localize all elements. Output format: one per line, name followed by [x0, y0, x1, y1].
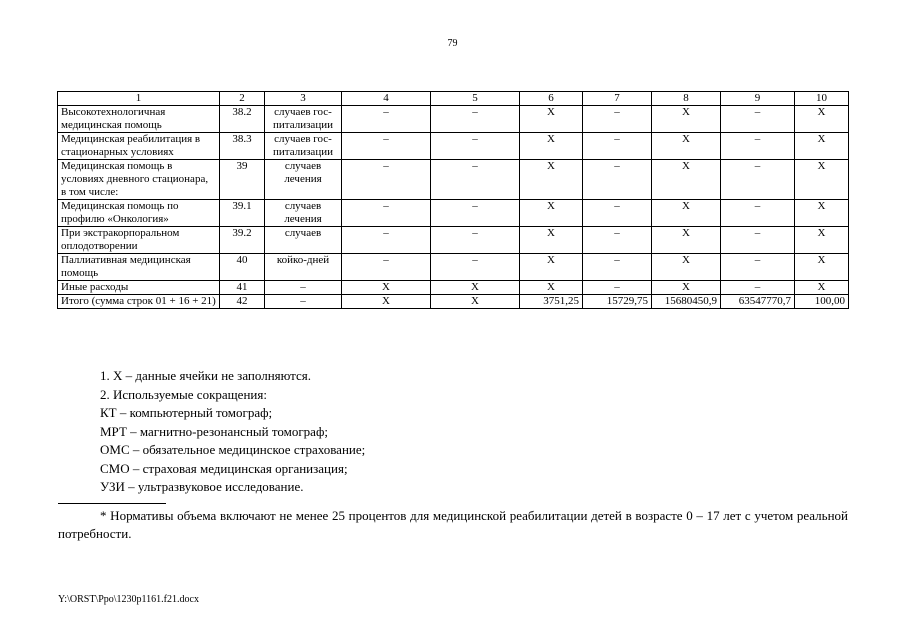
cell-col6: X [520, 106, 583, 133]
row-name-cell: Итого (сумма строк 01 + 16 + 21) [58, 295, 220, 309]
notes [100, 367, 365, 497]
table-header-cell: 6 [520, 92, 583, 106]
cell-col8: X [652, 160, 721, 200]
row-unit-cell: койко-дней [265, 254, 342, 281]
cell-col5: X [431, 281, 520, 295]
cell-col9: – [721, 200, 795, 227]
table-row [58, 254, 849, 281]
cell-col7: – [583, 133, 652, 160]
row-name-cell: Иные расходы [58, 281, 220, 295]
cell-col9: – [721, 227, 795, 254]
cell-col4: X [342, 281, 431, 295]
file-path: Y:\ORST\Ppo\1230p1161.f21.docx [58, 594, 199, 605]
table-header-cell: 3 [265, 92, 342, 106]
cell-col7: – [583, 200, 652, 227]
cell-col8: X [652, 281, 721, 295]
cell-col8: X [652, 133, 721, 160]
table-header-cell: 2 [220, 92, 265, 106]
table-header-row [58, 92, 849, 106]
row-unit-cell: случаев гос-питализации [265, 106, 342, 133]
cell-col4: – [342, 106, 431, 133]
cell-col9: – [721, 254, 795, 281]
table-row [58, 227, 849, 254]
row-code-cell: 39 [220, 160, 265, 200]
cell-col7: – [583, 160, 652, 200]
cell-col9: 63547770,7 [721, 295, 795, 309]
cell-col6: X [520, 160, 583, 200]
cell-col5: – [431, 133, 520, 160]
row-name-cell: Медицинская помощь по профилю «Онкология» [58, 200, 220, 227]
table-row [58, 160, 849, 200]
note-line: СМО – страховая медицинская организация; [100, 460, 348, 476]
cell-col7: – [583, 106, 652, 133]
row-name-cell: При экстракорпоральном оплодотворении [58, 227, 220, 254]
cell-col8: X [652, 227, 721, 254]
row-unit-cell: – [265, 295, 342, 309]
cell-col9: – [721, 133, 795, 160]
table-header-cell: 9 [721, 92, 795, 106]
table-header-cell: 8 [652, 92, 721, 106]
page-number: 79 [447, 38, 458, 49]
cell-col10: X [795, 133, 849, 160]
cell-col7: – [583, 227, 652, 254]
table-header-cell: 7 [583, 92, 652, 106]
data-table [57, 91, 849, 309]
cell-col10: X [795, 281, 849, 295]
cell-col10: X [795, 200, 849, 227]
row-name-cell: Медицинская помощь в условиях дневного стационара, в том числе: [58, 160, 220, 200]
cell-col6: 3751,25 [520, 295, 583, 309]
cell-col9: – [721, 160, 795, 200]
note-line: УЗИ – ультразвуковое исследование. [100, 479, 304, 494]
cell-col6: X [520, 133, 583, 160]
table-header-cell: 1 [58, 92, 220, 106]
cell-col7: 15729,75 [583, 295, 652, 309]
note-line: 1. X – данные ячейки не заполняются. [100, 368, 312, 383]
row-code-cell: 42 [220, 295, 265, 309]
table-row [58, 281, 849, 295]
row-unit-cell: случаев [265, 227, 342, 254]
row-unit-cell: – [265, 281, 342, 295]
cell-col6: X [520, 200, 583, 227]
table-row [58, 106, 849, 133]
cell-col4: – [342, 160, 431, 200]
table-header-cell: 10 [795, 92, 849, 106]
table-header-cell: 4 [342, 92, 431, 106]
row-name-cell: Высокотехнологичная медицинская помощь [58, 106, 220, 133]
row-code-cell: 39.1 [220, 200, 265, 227]
cell-col10: X [795, 227, 849, 254]
cell-col8: X [652, 106, 721, 133]
cell-col10: X [795, 106, 849, 133]
row-code-cell: 38.2 [220, 106, 265, 133]
footnote: * Нормативы объема включают не менее 25 процентов для медицинской реабилитации детей в возрасте 0 – 17 лет с учетом реальной потребности. [58, 508, 848, 541]
cell-col4: – [342, 133, 431, 160]
table-row [58, 295, 849, 309]
row-name-cell: Паллиативная медицинская помощь [58, 254, 220, 281]
cell-col8: X [652, 254, 721, 281]
note-line: МРТ – магнитно-резонансный томограф; [100, 423, 328, 439]
row-code-cell: 40 [220, 254, 265, 281]
cell-col10: X [795, 160, 849, 200]
cell-col9: – [721, 106, 795, 133]
cell-col5: – [431, 160, 520, 200]
cell-col5: X [431, 295, 520, 309]
note-line: 2. Используемые сокращения: [100, 386, 267, 402]
cell-col9: – [721, 281, 795, 295]
cell-col5: – [431, 227, 520, 254]
table-row [58, 133, 849, 160]
row-unit-cell: случаев гос-питализации [265, 133, 342, 160]
cell-col4: X [342, 295, 431, 309]
row-code-cell: 41 [220, 281, 265, 295]
row-name-cell: Медицинская реабилитация в стационарных условиях [58, 133, 220, 160]
table-header-cell: 5 [431, 92, 520, 106]
cell-col6: X [520, 227, 583, 254]
cell-col6: X [520, 281, 583, 295]
cell-col4: – [342, 227, 431, 254]
note-line: ОМС – обязательное медицинское страхование; [100, 442, 366, 457]
row-unit-cell: случаев лечения [265, 160, 342, 200]
cell-col4: – [342, 254, 431, 281]
cell-col10: 100,00 [795, 295, 849, 309]
cell-col8: 15680450,9 [652, 295, 721, 309]
cell-col4: – [342, 200, 431, 227]
table-row [58, 200, 849, 227]
note-line: КТ – компьютерный томограф; [100, 405, 273, 420]
cell-col8: X [652, 200, 721, 227]
cell-col6: X [520, 254, 583, 281]
cell-col7: – [583, 254, 652, 281]
row-unit-cell: случаев лечения [265, 200, 342, 227]
cell-col7: – [583, 281, 652, 295]
cell-col10: X [795, 254, 849, 281]
cell-col5: – [431, 254, 520, 281]
cell-col5: – [431, 200, 520, 227]
footnote-rule [58, 503, 166, 504]
cell-col5: – [431, 106, 520, 133]
row-code-cell: 38.3 [220, 133, 265, 160]
row-code-cell: 39.2 [220, 227, 265, 254]
